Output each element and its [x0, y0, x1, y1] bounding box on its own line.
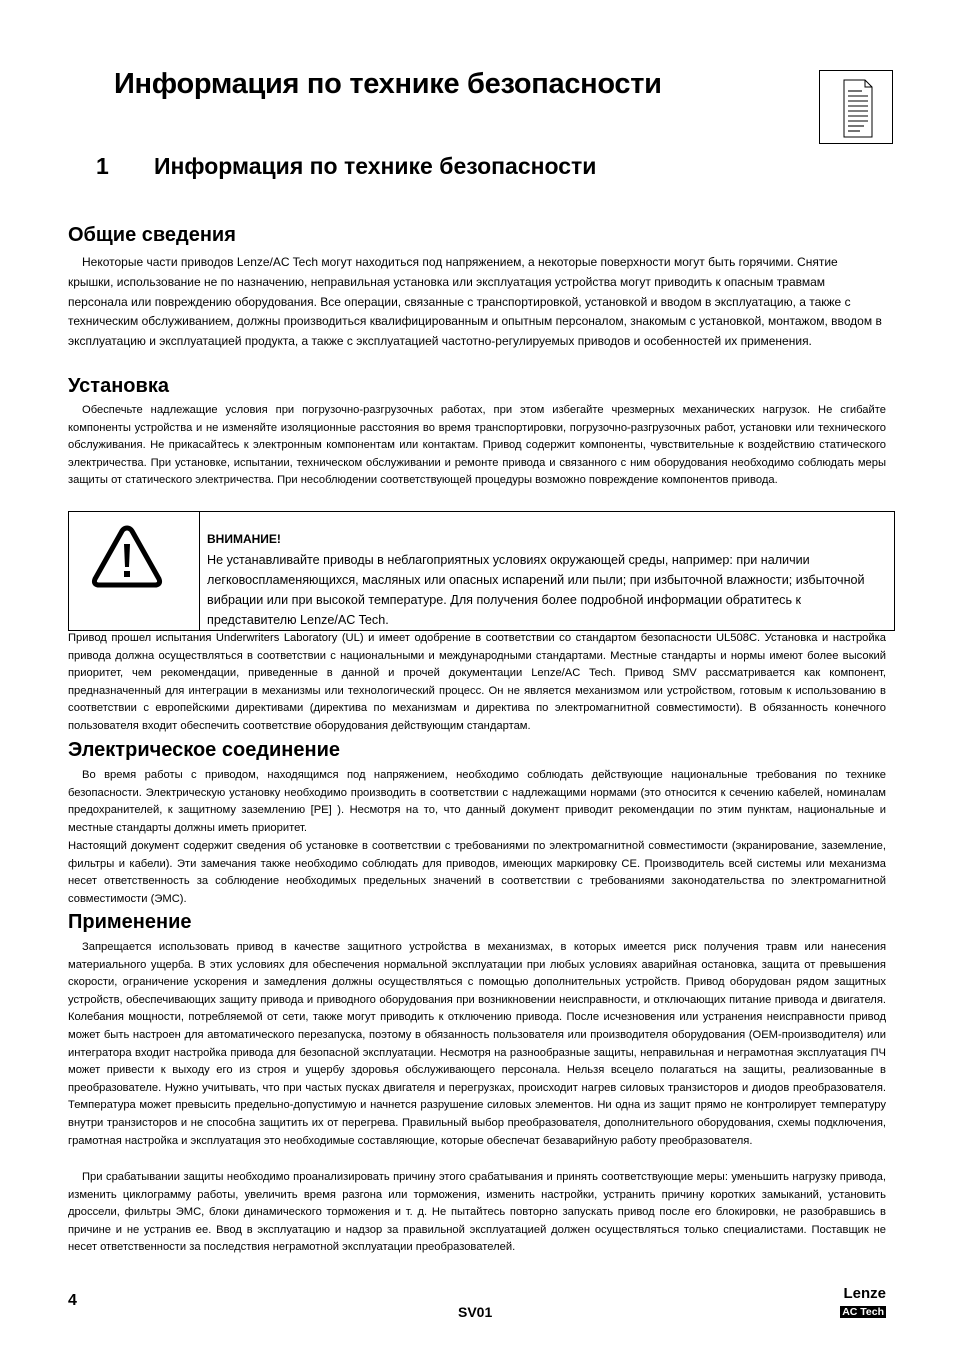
- section-text-electrical-2: Настоящий документ содержит сведения об установке в соответствии с требованиями по электромагнитной совместимости (экранирование, заземление, фильтры и кабели). Эти замечания также необходимо соблюдать для приводов, имеющих маркировку CE. Производитель всей системы или механизма несет ответственность за соблюдение необходимых предельных значений в соответствии с требованиями законодательства по электромагнитной совместимости (ЭМС).: [68, 840, 886, 905]
- brand-subtitle: AC Tech: [842, 1306, 884, 1318]
- warning-divider: [199, 512, 200, 631]
- section-text-electrical-1: Во время работы с приводом, находящимся под напряжением, необходимо соблюдать действующие национальные требования по технике безопасности. Электрическую установку необходимо производить в соответствии с надлежащими нормами (это относится к сечению кабелей, номиналам предохранителей, к защитному заземлению [PE] ). Несмотря на то, что данный документ приводит рекомендации по этим пунктам, национальные и местные стандарты должны иметь приоритет.: [68, 769, 886, 834]
- warning-text: Не устанавливайте приводы в неблагоприятных условиях окружающей среды, например: при наличии легковоспламеняющихся, масляных или опасных испарений или пыли; при избыточной влажности; избыточной вибрации или при высокой температуре. Для получения более подробной информации обратитесь к представителю Lenze/AC Tech.: [207, 553, 865, 627]
- section-text-installation-after: Привод прошел испытания Underwriters Laboratory (UL) и имеет одобрение в соответствии со стандартом безопасности UL508C. Установка и настройка привода должна осуществляться в соответствии с национальными и международными стандартами. Местные стандарты и нормы имеют более высокий приоритет, чем рекомендации, приведенные в данной и прочей документации Lenze/AC Tech. Привод SMV рассматривается как компонент, предназначенный для интеграции в механизмы или технологический процесс. Он не является механизмом или устройством, готовым к использованию в соответствии с европейскими директивами (директива по механизмам и директива по электромагнитной совместимости). В обязанность конечного пользователя входит обеспечить соответствие оборудования действующим стандартам.: [68, 632, 886, 732]
- section-heading-application: Применение: [68, 911, 192, 933]
- chapter-heading: [96, 153, 596, 180]
- page-number: 4: [68, 1292, 77, 1309]
- warning-triangle-icon: [91, 522, 163, 597]
- section-heading-electrical: Электрическое соединение: [68, 739, 341, 761]
- brand-name: Lenze: [843, 1285, 886, 1302]
- section-heading-general: Общие сведения: [68, 224, 236, 246]
- chapter-title: Информация по технике безопасности: [154, 153, 597, 179]
- document-icon-graphic: [820, 71, 894, 145]
- section-text-general: Некоторые части приводов Lenze/AC Tech могут находиться под напряжением, а некоторые поверхности могут быть горячими. Снятие крышки, использование не по назначению, неправильная установка или эксплуатация устройства могут приводить к опасным травмам персонала или повреждению оборудования. Все операции, связанные с транспортировкой, установкой и вводом в эксплуатацию, а также с техническим обслуживанием, должны производиться квалифицированным и опытным персоналом, знакомым с установкой, монтажом, вводом в эксплуатацию и эксплуатацией продукта, а также с эксплуатацией частотно-регулируемых приводов и особенностей их применения.: [68, 255, 882, 349]
- brand-logo: [836, 1286, 886, 1320]
- section-text-installation: Обеспечьте надлежащие условия при погрузочно-разгрузочных работах, при этом избегайте чрезмерных механических нагрузок. Не сгибайте компоненты устройства и не изменяйте изоляционные расстояния во время транспортировки, погрузочно-разгрузочных работ, установки или технического обслуживания. Не прикасайтесь к электронным компонентам или контактам. Привод содержит компоненты, чувствительные к воздействию статического электричества. При установке, испытании, техническом обслуживании и ремонте привода и связанного с ним оборудования необходимо соблюдать меры защиты от статического электричества. При несоблюдении соответствующей процедуры возможно повреждение компонентов привода.: [68, 404, 886, 487]
- page-title: Информация по технике безопасности: [114, 68, 662, 100]
- document-icon: [819, 70, 893, 144]
- section-text-application-2: При срабатывании защиты необходимо проанализировать причину этого срабатывания и принять соответствующие меры: уменьшить нагрузку привода, изменить циклограмму работы, увеличить время разгона или торможения, изменить настройки, устранить причину коротких замыканий, установить дроссели, фильтры ЭМС, блоки динамического торможения и т. д. Не пытайтесь повторно запускать привод после его блокировки, не разобравшись в причине и не устранив ее. Ввод в эксплуатацию и надзор за правильной эксплуатацией должен осуществляться только специалистами. Поставщик не несет ответственности за последствия неграмотной эксплуатации преобразователей.: [68, 1171, 886, 1254]
- warning-box: [68, 511, 895, 631]
- warning-heading: ВНИМАНИЕ!: [207, 532, 281, 546]
- section-text-application-1: Запрещается использовать привод в качестве защитного устройства в механизмах, в которых имеется риск получения травм или нанесения материального ущерба. В этих условиях для обеспечения нормальной эксплуатации при любых условиях аварийная остановка, защита от превышения скорости, ограничение ускорения и замедления должны осуществляться с помощью дополнительных устройств. Привод оборудован рядом защитных устройств, обеспечивающих защиту привода и приводного оборудования при возникновении неисправности, и отключающих питание привода и двигателя. Колебания мощности, потребляемой от сети, также могут приводить к отключению привода. После исчезновения или устранения неисправности привод может быть настроен для автоматического перезапуска, поэтому в обязанность пользователя или производителя оборудования (OEM-производителя) или интегратора входит настройка привода для безопасной эксплуатации. Несмотря на разнообразные защиты, неправильная и неграмотная эксплуатация ПЧ может привести к выходу его из строя и ущербу здоровья обслуживающего персонала. Нельзя всецело полагаться на защиты, реализованные в преобразователе. Нужно учитывать, что при частых пусках двигателя и перегрузках, происходит нагрев силовых транзисторов и диодов преобразователя. Температура может превысить предельно-допустимую и начнется разрушение силовых элементов. Ни одна из защит прямо не контролирует температуру внутри транзисторов и не способна защитить их от перегрева. Правильный выбор преобразователя, дополнительного оборудования, схемы подключения, грамотная настройка и эксплуатация это необходимые составляющие, которые обеспечат безаварийную работу преобразователя.: [68, 941, 886, 1147]
- section-heading-installation: Установка: [68, 375, 169, 397]
- chapter-number: 1: [96, 153, 109, 179]
- document-code: SV01: [458, 1304, 493, 1320]
